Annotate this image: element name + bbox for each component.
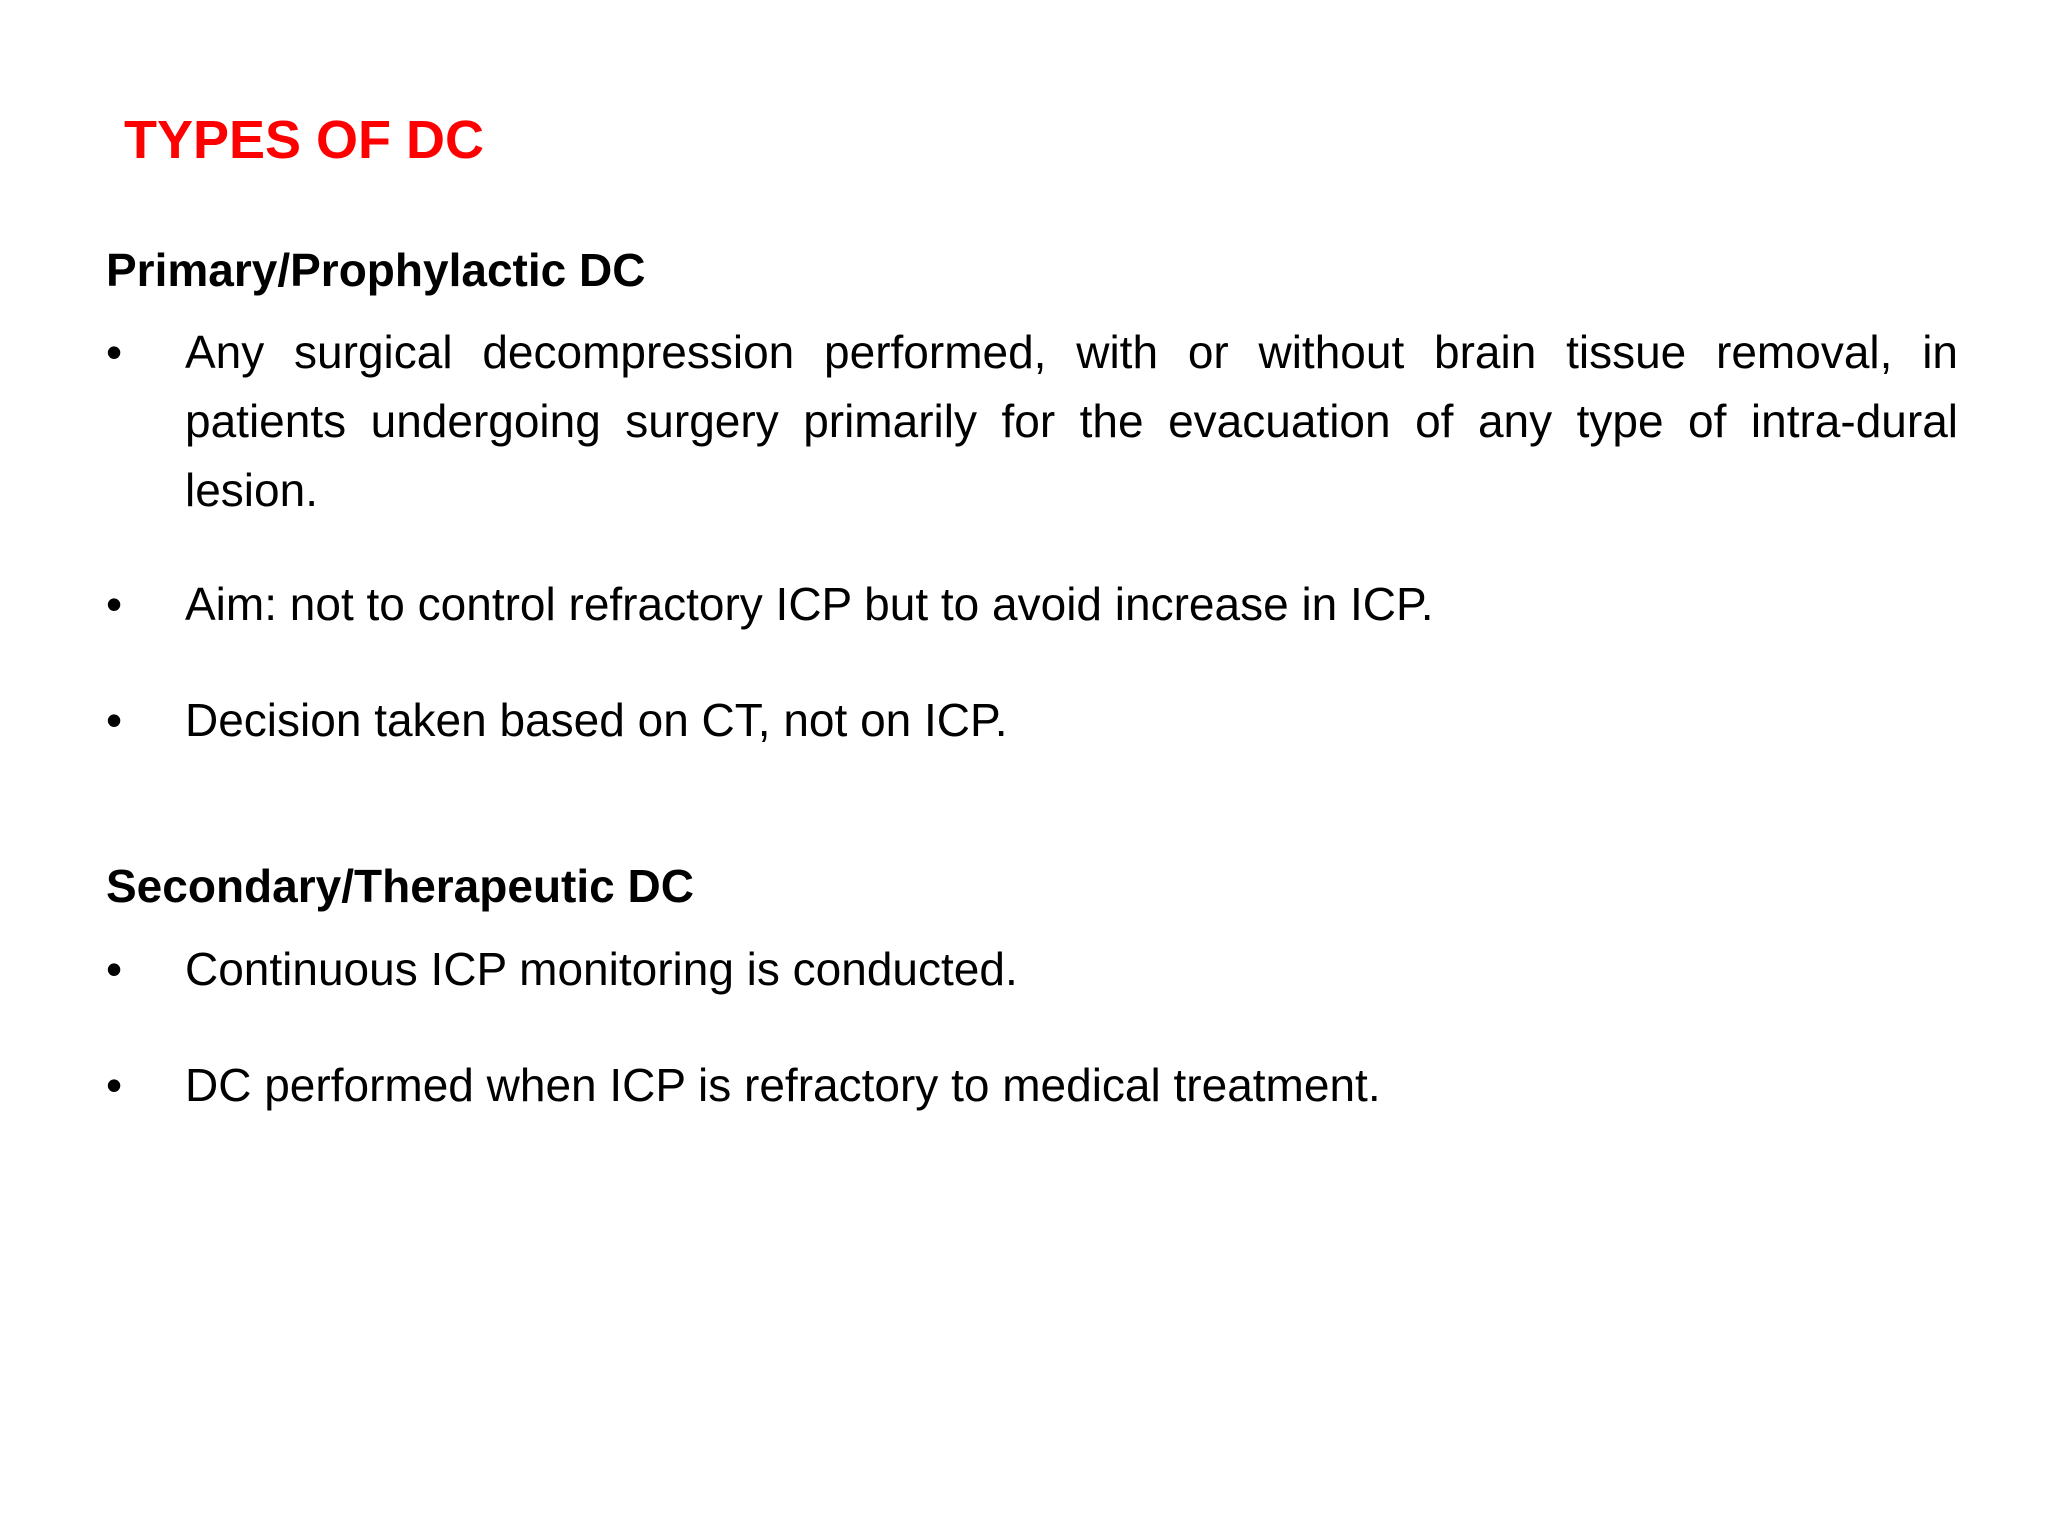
bullet-text: Continuous ICP monitoring is conducted. bbox=[185, 943, 1018, 995]
bullet-text: Aim: not to control refractory ICP but to avoid increase in ICP. bbox=[185, 578, 1434, 630]
list-item bbox=[106, 570, 1958, 639]
bullet-icon: • bbox=[106, 326, 123, 378]
list-item bbox=[106, 686, 1958, 755]
bullet-icon: • bbox=[106, 694, 123, 746]
section-heading-primary: Primary/Prophylactic DC bbox=[106, 244, 646, 296]
bullet-text: Any surgical decompression performed, with or without brain tissue removal, in patients undergoing surgery primarily for the evacuation of any type of intra-dural lesion. bbox=[185, 326, 1958, 516]
section-heading-secondary: Secondary/Therapeutic DC bbox=[106, 860, 694, 912]
bullet-icon: • bbox=[106, 578, 123, 630]
list-item bbox=[106, 318, 1958, 525]
bullet-text: DC performed when ICP is refractory to medical treatment. bbox=[185, 1059, 1381, 1111]
bullet-text: Decision taken based on CT, not on ICP. bbox=[185, 694, 1008, 746]
bullet-icon: • bbox=[106, 943, 123, 995]
list-item bbox=[106, 935, 1958, 1004]
slide-title: TYPES OF DC bbox=[124, 110, 485, 170]
list-item bbox=[106, 1051, 1958, 1120]
bullet-icon: • bbox=[106, 1059, 123, 1111]
